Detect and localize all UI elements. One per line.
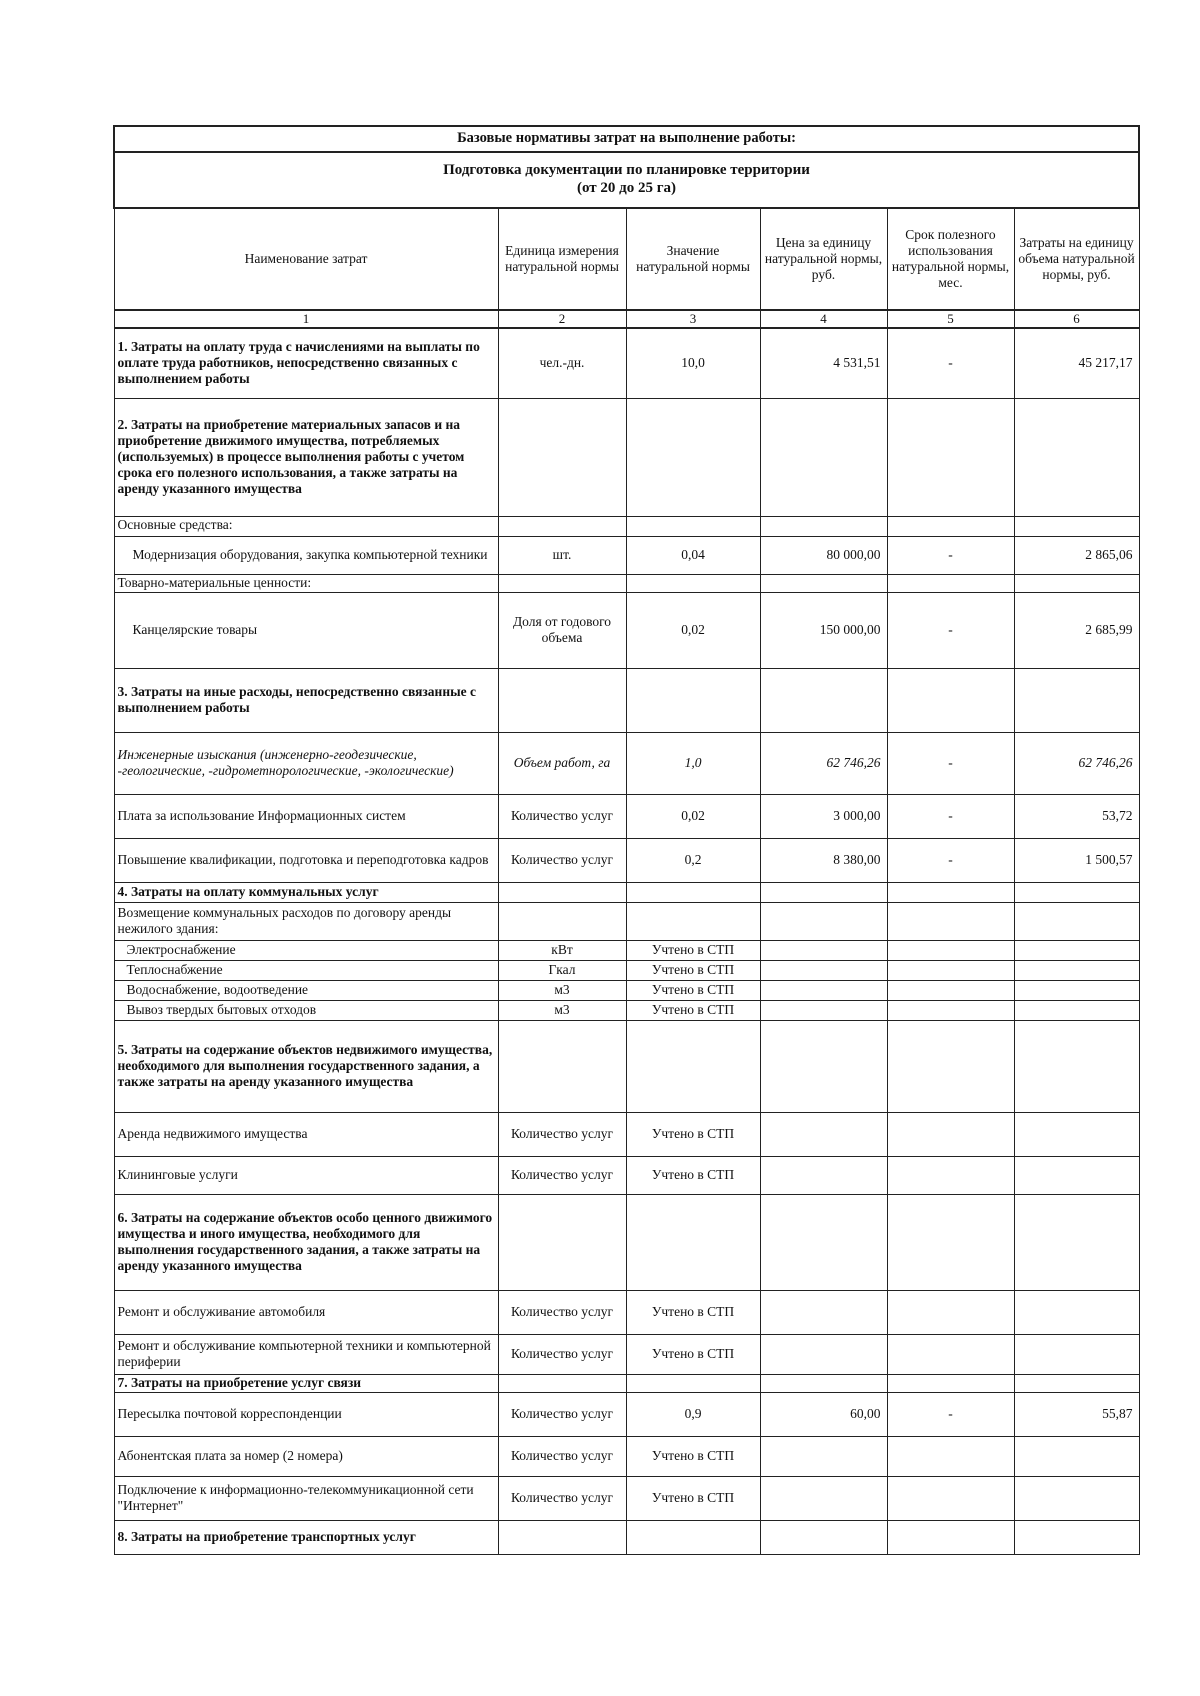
cell-value: Учтено в СТП bbox=[626, 1112, 760, 1156]
cell-cost bbox=[1014, 1520, 1139, 1554]
cell-price: 4 531,51 bbox=[760, 328, 887, 398]
cell-name: Инженерные изыскания (инженерно-геодезические, -геологические, -гидрометнорологические, -экологические) bbox=[114, 732, 498, 794]
cell-name: 7. Затраты на приобретение услуг связи bbox=[114, 1374, 498, 1392]
cell-name: Аренда недвижимого имущества bbox=[114, 1112, 498, 1156]
cell-name: Модернизация оборудования, закупка компьютерной техники bbox=[114, 536, 498, 574]
cell-unit: Количество услуг bbox=[498, 1334, 626, 1374]
cell-term bbox=[887, 1000, 1014, 1020]
cell-unit bbox=[498, 1374, 626, 1392]
cell-price: 62 746,26 bbox=[760, 732, 887, 794]
cell-unit bbox=[498, 398, 626, 516]
cell-cost: 1 500,57 bbox=[1014, 838, 1139, 882]
cell-price: 3 000,00 bbox=[760, 794, 887, 838]
cell-unit: Количество услуг bbox=[498, 794, 626, 838]
table-row bbox=[114, 1436, 1139, 1476]
table-row bbox=[114, 980, 1139, 1000]
table-row bbox=[114, 1000, 1139, 1020]
cell-name: Водоснабжение, водоотведение bbox=[114, 980, 498, 1000]
cell-unit: Гкал bbox=[498, 960, 626, 980]
header-row bbox=[114, 208, 1139, 310]
header-value: Значение натуральной нормы bbox=[626, 208, 760, 310]
cell-cost bbox=[1014, 1000, 1139, 1020]
cell-unit bbox=[498, 1194, 626, 1290]
cost-norms-table bbox=[113, 125, 1140, 1555]
cell-value bbox=[626, 902, 760, 940]
cell-value: 0,02 bbox=[626, 592, 760, 668]
cell-price: 60,00 bbox=[760, 1392, 887, 1436]
table-row bbox=[114, 940, 1139, 960]
table-row bbox=[114, 1476, 1139, 1520]
cell-price bbox=[760, 1112, 887, 1156]
cell-term bbox=[887, 960, 1014, 980]
cell-cost: 62 746,26 bbox=[1014, 732, 1139, 794]
cell-name: Теплоснабжение bbox=[114, 960, 498, 980]
cell-term bbox=[887, 1476, 1014, 1520]
cell-name: 3. Затраты на иные расходы, непосредственно связанные с выполнением работы bbox=[114, 668, 498, 732]
table-subtitle bbox=[114, 152, 1139, 208]
header-unit: Единица измерения натуральной нормы bbox=[498, 208, 626, 310]
cell-unit bbox=[498, 1520, 626, 1554]
cell-term: - bbox=[887, 794, 1014, 838]
cell-unit: чел.-дн. bbox=[498, 328, 626, 398]
cell-term bbox=[887, 398, 1014, 516]
cell-value: Учтено в СТП bbox=[626, 1156, 760, 1194]
cell-price bbox=[760, 1476, 887, 1520]
cell-price bbox=[760, 398, 887, 516]
cell-value bbox=[626, 1194, 760, 1290]
cell-cost bbox=[1014, 1112, 1139, 1156]
cell-unit bbox=[498, 516, 626, 536]
cell-price bbox=[760, 1290, 887, 1334]
cell-value bbox=[626, 516, 760, 536]
cell-value: Учтено в СТП bbox=[626, 1000, 760, 1020]
table-title: Базовые нормативы затрат на выполнение работы: bbox=[114, 126, 1139, 152]
cell-name: Возмещение коммунальных расходов по договору аренды нежилого здания: bbox=[114, 902, 498, 940]
table-row bbox=[114, 960, 1139, 980]
cell-unit: Количество услуг bbox=[498, 1290, 626, 1334]
header-term: Срок полезного использования натуральной нормы, мес. bbox=[887, 208, 1014, 310]
table-row bbox=[114, 516, 1139, 536]
cell-price bbox=[760, 516, 887, 536]
cell-cost bbox=[1014, 960, 1139, 980]
cell-value: 0,04 bbox=[626, 536, 760, 574]
table-row bbox=[114, 1194, 1139, 1290]
table-row bbox=[114, 1020, 1139, 1112]
cell-value bbox=[626, 1374, 760, 1392]
cell-cost bbox=[1014, 1194, 1139, 1290]
cell-name: 8. Затраты на приобретение транспортных услуг bbox=[114, 1520, 498, 1554]
cell-term bbox=[887, 980, 1014, 1000]
cell-price bbox=[760, 1194, 887, 1290]
table-row bbox=[114, 1392, 1139, 1436]
cell-unit bbox=[498, 668, 626, 732]
cell-cost bbox=[1014, 1436, 1139, 1476]
cell-cost bbox=[1014, 1020, 1139, 1112]
cost-norms-sheet bbox=[113, 125, 1138, 1555]
table-row bbox=[114, 574, 1139, 592]
cell-price bbox=[760, 1156, 887, 1194]
cell-unit: Количество услуг bbox=[498, 1476, 626, 1520]
cell-term bbox=[887, 1112, 1014, 1156]
cell-term: - bbox=[887, 1392, 1014, 1436]
header-price: Цена за единицу натуральной нормы, руб. bbox=[760, 208, 887, 310]
cell-value: 10,0 bbox=[626, 328, 760, 398]
table-row bbox=[114, 536, 1139, 574]
cell-term bbox=[887, 574, 1014, 592]
cell-name: 1. Затраты на оплату труда с начислениями на выплаты по оплате труда работников, непосредственно связанных с выполнением работы bbox=[114, 328, 498, 398]
table-row bbox=[114, 1374, 1139, 1392]
cell-name: Повышение квалификации, подготовка и переподготовка кадров bbox=[114, 838, 498, 882]
cell-unit: шт. bbox=[498, 536, 626, 574]
cell-price bbox=[760, 902, 887, 940]
cell-name: 6. Затраты на содержание объектов особо ценного движимого имущества и иного имущества, необходимого для выполнения государственного задания, а также затраты на аренду указанного имущества bbox=[114, 1194, 498, 1290]
cell-value: 0,9 bbox=[626, 1392, 760, 1436]
table-row bbox=[114, 398, 1139, 516]
cell-value bbox=[626, 882, 760, 902]
column-number: 3 bbox=[626, 310, 760, 328]
cell-value: Учтено в СТП bbox=[626, 960, 760, 980]
column-number-row bbox=[114, 310, 1139, 328]
cell-price bbox=[760, 1020, 887, 1112]
cell-value: Учтено в СТП bbox=[626, 980, 760, 1000]
cell-name: Подключение к информационно-телекоммуникационной сети "Интернет" bbox=[114, 1476, 498, 1520]
cell-name: 5. Затраты на содержание объектов недвижимого имущества, необходимого для выполнения государственного задания, а также затраты на аренду указанного имущества bbox=[114, 1020, 498, 1112]
cell-name: Вывоз твердых бытовых отходов bbox=[114, 1000, 498, 1020]
subtitle-line-2: (от 20 до 25 га) bbox=[576, 180, 677, 196]
cell-unit: Количество услуг bbox=[498, 1156, 626, 1194]
cell-term bbox=[887, 668, 1014, 732]
cell-value bbox=[626, 574, 760, 592]
cell-cost: 53,72 bbox=[1014, 794, 1139, 838]
cell-cost bbox=[1014, 1290, 1139, 1334]
table-row bbox=[114, 1520, 1139, 1554]
cell-cost bbox=[1014, 902, 1139, 940]
cell-price bbox=[760, 882, 887, 902]
cell-value bbox=[626, 398, 760, 516]
cell-cost bbox=[1014, 398, 1139, 516]
header-name: Наименование затрат bbox=[114, 208, 498, 310]
cell-price bbox=[760, 1436, 887, 1476]
cell-value: Учтено в СТП bbox=[626, 1290, 760, 1334]
cell-unit: Количество услуг bbox=[498, 1112, 626, 1156]
table-row bbox=[114, 732, 1139, 794]
cell-term bbox=[887, 1156, 1014, 1194]
cell-value: Учтено в СТП bbox=[626, 1476, 760, 1520]
column-number: 1 bbox=[114, 310, 498, 328]
cell-price: 150 000,00 bbox=[760, 592, 887, 668]
cell-unit bbox=[498, 902, 626, 940]
table-row bbox=[114, 1290, 1139, 1334]
column-number: 6 bbox=[1014, 310, 1139, 328]
table-row bbox=[114, 1156, 1139, 1194]
cell-term bbox=[887, 516, 1014, 536]
cell-term bbox=[887, 1334, 1014, 1374]
column-number: 5 bbox=[887, 310, 1014, 328]
cell-term: - bbox=[887, 732, 1014, 794]
cell-name: 2. Затраты на приобретение материальных запасов и на приобретение движимого имущества, потребляемых (используемых) в процессе выполнения работы с учетом срока его полезного использования, а также затраты на аренду указанного имущества bbox=[114, 398, 498, 516]
table-row bbox=[114, 592, 1139, 668]
cell-term bbox=[887, 1520, 1014, 1554]
cell-cost bbox=[1014, 574, 1139, 592]
cell-term bbox=[887, 1374, 1014, 1392]
cell-price bbox=[760, 980, 887, 1000]
table-row bbox=[114, 902, 1139, 940]
cell-term bbox=[887, 940, 1014, 960]
cell-term bbox=[887, 1194, 1014, 1290]
table-row bbox=[114, 1334, 1139, 1374]
cell-unit: Доля от годового объема bbox=[498, 592, 626, 668]
cell-unit: Количество услуг bbox=[498, 838, 626, 882]
cell-value: 1,0 bbox=[626, 732, 760, 794]
cell-price bbox=[760, 668, 887, 732]
cell-unit: кВт bbox=[498, 940, 626, 960]
cell-term bbox=[887, 1290, 1014, 1334]
cell-value bbox=[626, 1520, 760, 1554]
cell-name: Абонентская плата за номер (2 номера) bbox=[114, 1436, 498, 1476]
cell-value: Учтено в СТП bbox=[626, 1436, 760, 1476]
cell-price: 80 000,00 bbox=[760, 536, 887, 574]
cell-unit: м3 bbox=[498, 1000, 626, 1020]
cell-term: - bbox=[887, 536, 1014, 574]
table-row bbox=[114, 794, 1139, 838]
table-row bbox=[114, 838, 1139, 882]
cell-value bbox=[626, 1020, 760, 1112]
cell-name: Клининговые услуги bbox=[114, 1156, 498, 1194]
cell-cost bbox=[1014, 940, 1139, 960]
cell-cost: 45 217,17 bbox=[1014, 328, 1139, 398]
cell-price bbox=[760, 1334, 887, 1374]
header-cost: Затраты на единицу объема натуральной нормы, руб. bbox=[1014, 208, 1139, 310]
cell-cost bbox=[1014, 516, 1139, 536]
table-row bbox=[114, 328, 1139, 398]
cell-name: Электроснабжение bbox=[114, 940, 498, 960]
cell-value: Учтено в СТП bbox=[626, 940, 760, 960]
cell-term: - bbox=[887, 328, 1014, 398]
cell-cost bbox=[1014, 1156, 1139, 1194]
cell-value: 0,02 bbox=[626, 794, 760, 838]
cell-cost bbox=[1014, 980, 1139, 1000]
cell-unit bbox=[498, 882, 626, 902]
cell-price: 8 380,00 bbox=[760, 838, 887, 882]
column-number: 2 bbox=[498, 310, 626, 328]
cell-cost: 55,87 bbox=[1014, 1392, 1139, 1436]
table-row bbox=[114, 882, 1139, 902]
cell-value: Учтено в СТП bbox=[626, 1334, 760, 1374]
cell-term bbox=[887, 1020, 1014, 1112]
cell-unit: Количество услуг bbox=[498, 1392, 626, 1436]
cell-term bbox=[887, 882, 1014, 902]
cell-name: Плата за использование Информационных систем bbox=[114, 794, 498, 838]
cell-price bbox=[760, 1000, 887, 1020]
cell-unit: м3 bbox=[498, 980, 626, 1000]
cell-name: Канцелярские товары bbox=[114, 592, 498, 668]
cell-unit bbox=[498, 1020, 626, 1112]
cell-cost: 2 865,06 bbox=[1014, 536, 1139, 574]
cell-unit bbox=[498, 574, 626, 592]
cell-name: Пересылка почтовой корреспонденции bbox=[114, 1392, 498, 1436]
cell-cost bbox=[1014, 1476, 1139, 1520]
cell-price bbox=[760, 1520, 887, 1554]
column-number: 4 bbox=[760, 310, 887, 328]
cell-price bbox=[760, 960, 887, 980]
table-row bbox=[114, 1112, 1139, 1156]
cell-term bbox=[887, 902, 1014, 940]
cell-price bbox=[760, 1374, 887, 1392]
cell-unit: Количество услуг bbox=[498, 1436, 626, 1476]
cell-term bbox=[887, 1436, 1014, 1476]
cell-name: Основные средства: bbox=[114, 516, 498, 536]
cell-name: Ремонт и обслуживание компьютерной техники и компьютерной периферии bbox=[114, 1334, 498, 1374]
cell-cost bbox=[1014, 668, 1139, 732]
cell-price bbox=[760, 940, 887, 960]
cell-term: - bbox=[887, 592, 1014, 668]
cell-unit: Объем работ, га bbox=[498, 732, 626, 794]
cell-name: Товарно-материальные ценности: bbox=[114, 574, 498, 592]
cell-price bbox=[760, 574, 887, 592]
cell-name: Ремонт и обслуживание автомобиля bbox=[114, 1290, 498, 1334]
cell-cost bbox=[1014, 1374, 1139, 1392]
cell-cost: 2 685,99 bbox=[1014, 592, 1139, 668]
cell-name: 4. Затраты на оплату коммунальных услуг bbox=[114, 882, 498, 902]
cell-value bbox=[626, 668, 760, 732]
cell-cost bbox=[1014, 1334, 1139, 1374]
cell-value: 0,2 bbox=[626, 838, 760, 882]
subtitle-line-1: Подготовка документации по планировке территории bbox=[443, 162, 810, 179]
table-row bbox=[114, 668, 1139, 732]
cell-term: - bbox=[887, 838, 1014, 882]
cell-cost bbox=[1014, 882, 1139, 902]
